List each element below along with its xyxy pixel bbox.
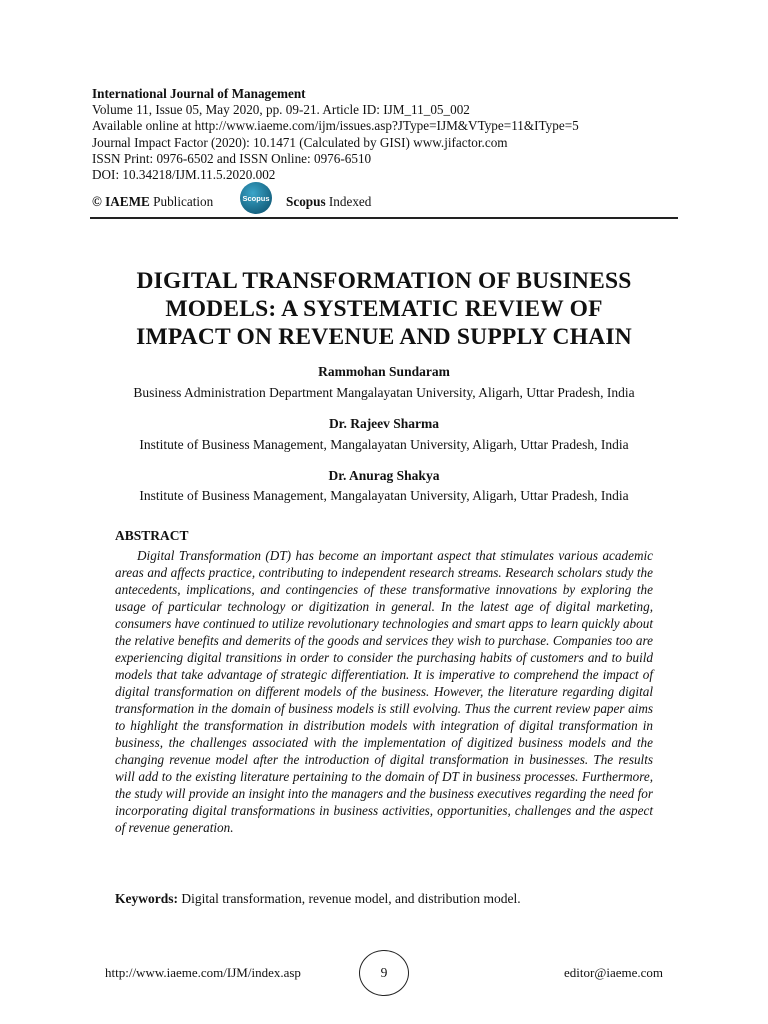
publication-label: Publication [153,194,214,209]
keywords-text: Digital transformation, revenue model, and distribution model. [181,891,521,906]
title-line: MODELS: A SYSTEMATIC REVIEW OF [165,296,603,322]
scopus-name: Scopus [286,194,326,209]
page-number-text: 9 [380,965,388,980]
publisher-line [92,194,213,210]
page-number [359,950,409,996]
publisher-name: IAEME [105,194,150,209]
author-affiliation: Institute of Business Management, Mangalayatan University, Aligarh, Uttar Pradesh, India [139,437,629,452]
title-line: DIGITAL TRANSFORMATION OF BUSINESS [136,268,632,294]
author-name: Dr. Rajeev Sharma [328,416,440,431]
impact-factor-line: Journal Impact Factor (2020): 10.1471 (Calculated by GISI) www.jifactor.com [92,134,508,150]
volume-line: Volume 11, Issue 05, May 2020, pp. 09-21. Article ID: IJM_11_05_002 [92,102,470,118]
availability-line: Available online at http://www.iaeme.com/ijm/issues.asp?JType=IJM&VType=11&IType=5 [92,118,579,134]
author-affiliation: Institute of Business Management, Mangalayatan University, Aligarh, Uttar Pradesh, India [139,488,629,503]
indexed-label: Indexed [328,194,372,209]
scopus-logo-icon [240,182,272,214]
abstract-text: Digital Transformation (DT) has become an important aspect that stimulates various academic areas and affects practice, contributing to independent research streams. Research scholars study the antecedents, implications, and contingencies of these transformative innovations by exploring the usage of particular technology or digitization in general. In the latest age of digital marketing, consumers have continued to utilize revolutionary technologies and smart apps to learn quickly about the relative benefits and demerits of the goods and services they wish to purchase. Companies too are experiencing digital transitions in order to consider the purchasing habits of customers and to build models that take advantage of strategic differentiation. It is imperative to comprehend the impact of digital transformation on different models of the business. However, the literature regarding digital transformation in the domain of business models is still evolving. Thus the current review paper aims to highlight the transformation in distribution models with integration of digital transformation in business, the challenges associated with the implementation of digitized business models and the changing revenue model after the introduction of digital transformation in businesses. The results will add to the existing literature pertaining to the domain of DT in business processes. Furthermore, the study will provide an insight into the managers and the business executives regarding the need for incorporating digital transformations in business activities, opportunities, challenges and the aspect of revenue generation. [115,548,653,835]
footer-email: editor@iaeme.com [564,965,663,980]
journal-name: International Journal of Management [92,86,306,101]
issn-line: ISSN Print: 0976-6502 and ISSN Online: 0976-6510 [92,150,372,166]
copyright-symbol: © [92,194,102,209]
keywords-line [115,891,521,907]
author-name: Rammohan Sundaram [318,364,450,379]
scopus-indexed-label [286,194,371,210]
header-divider [90,217,678,219]
author-affiliation: Business Administration Department Mangalayatan University, Aligarh, Uttar Pradesh, India [133,385,635,400]
keywords-label: Keywords: [115,891,178,906]
paper-title [60,267,708,351]
footer-url: http://www.iaeme.com/IJM/index.asp [105,965,301,980]
abstract-heading: ABSTRACT [115,528,189,543]
doi-line: DOI: 10.34218/IJM.11.5.2020.002 [92,167,276,183]
title-line: IMPACT ON REVENUE AND SUPPLY CHAIN [136,324,632,350]
scopus-logo-text: Scopus [242,193,270,203]
author-name: Dr. Anurag Shakya [328,468,440,483]
journal-header [92,86,579,183]
